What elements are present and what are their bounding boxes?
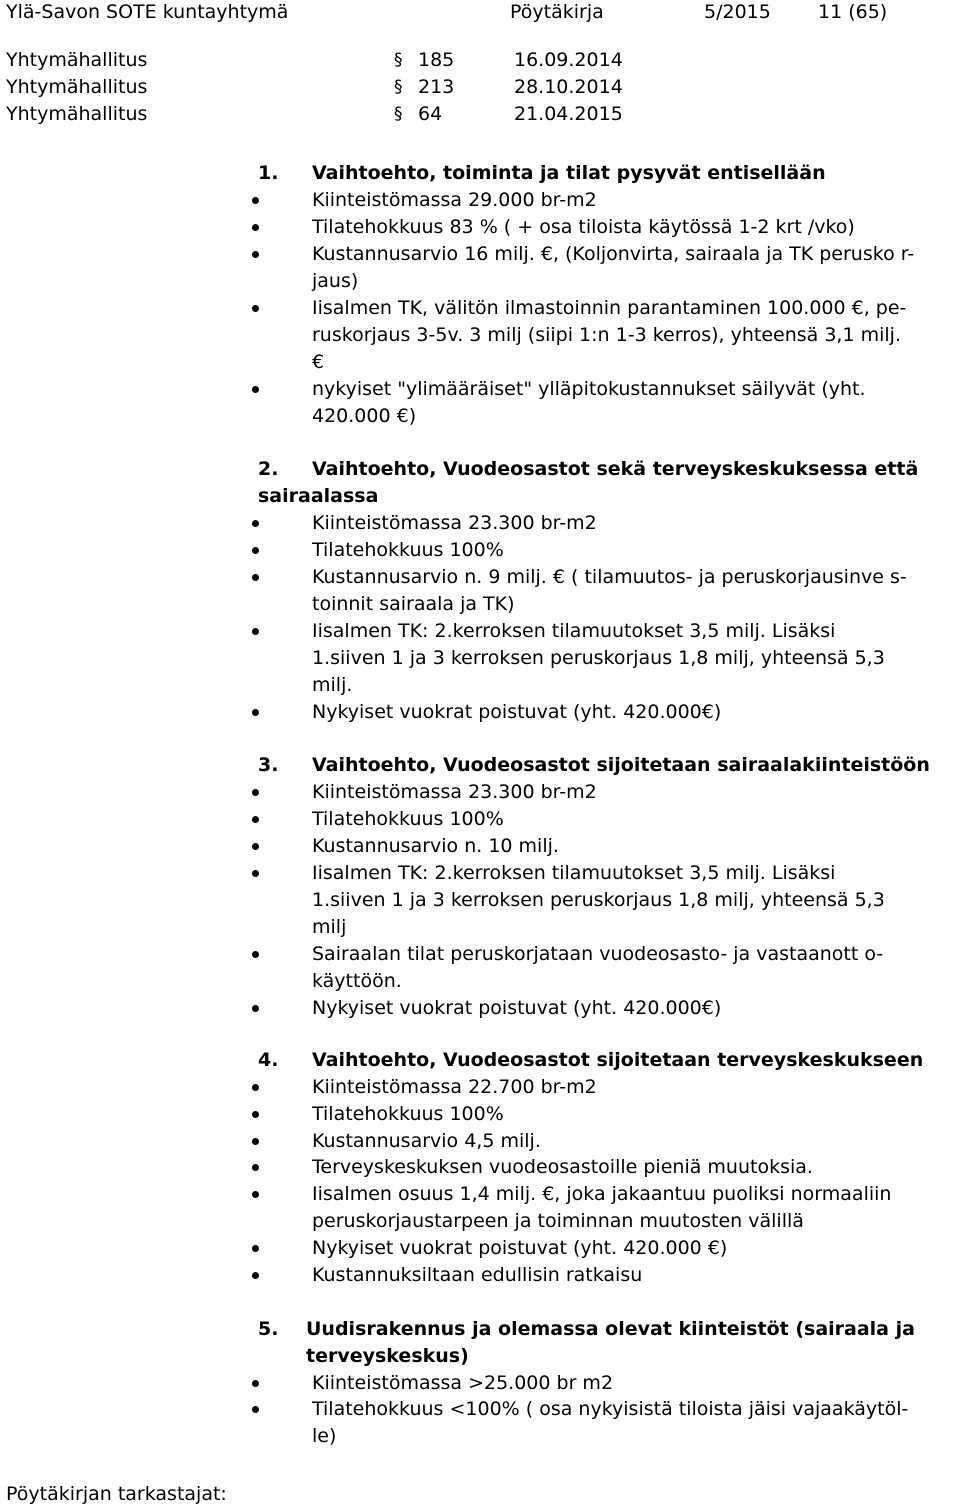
list-item-text: Iisalmen osuus 1,4 milj. €, joka jakaantuu puoliksi normaaliin [312,1183,892,1205]
list-item-text: Sairaalan tilat peruskorjataan vuodeosasto- ja vastaanott o- [312,943,884,965]
option-number: 4. [258,1049,279,1071]
list-item-text: toinnit sairaala ja TK) [312,593,515,615]
organization-name: Ylä-Savon SOTE kuntayhtymä [6,1,289,23]
list-item-text: Kustannuksiltaan edullisin ratkaisu [312,1264,643,1286]
bullet-icon [252,843,259,850]
section-mark-icon: § [394,104,403,124]
list-item-text: Kiinteistömassa 22.700 br-m2 [312,1076,597,1098]
bullet-icon [252,547,259,554]
list-item-text: 1.siiven 1 ja 3 kerroksen peruskorjaus 1,8 milj, yhteensä 5,3 [312,889,885,911]
list-item-text: Kiinteistömassa 23.300 br-m2 [312,512,597,534]
option-number: 5. [258,1318,279,1340]
option-5-heading [258,1316,915,1370]
page-number: 11 (65) [818,1,888,23]
list-item-text: Tilatehokkuus 83 % ( + osa tiloista käytössä 1-2 krt /vko) [312,216,855,238]
meta-date: 28.10.2014 [514,76,623,98]
option-4-heading [258,1047,923,1074]
list-item-text: peruskorjaustarpeen ja toiminnan muutosten välillä [312,1210,804,1232]
option-number: 3. [258,754,279,776]
list-item-text: le) [312,1425,337,1447]
list-item-text: Kiinteistömassa >25.000 br m2 [312,1372,614,1394]
bullet-icon [252,1272,259,1279]
bullet-icon [252,224,259,231]
bullet-icon [252,1111,259,1118]
bullet-icon [252,1406,259,1413]
bullet-icon [252,1138,259,1145]
option-title: Vaihtoehto, toiminta ja tilat pysyvät entisellään [312,162,826,184]
list-item-text: Kustannusarvio 4,5 milj. [312,1130,541,1152]
meta-number: 64 [418,103,443,125]
list-item-text: Kustannusarvio 16 milj. €, (Koljonvirta, sairaala ja TK perusko r- [312,243,915,265]
meta-number: 185 [418,49,455,71]
bullet-icon [252,951,259,958]
reviewers-label: Pöytäkirjan tarkastajat: [6,1483,227,1505]
option-title: Vaihtoehto, Vuodeosastot sijoitetaan sairaalakiinteistöön [312,754,930,776]
bullet-icon [252,1164,259,1171]
list-item-text: jaus) [312,270,359,292]
list-item-text: nykyiset "ylimääräiset" ylläpitokustannukset säilyvät (yht. [312,378,866,400]
bullet-icon [252,816,259,823]
list-item-text: käyttöön. [312,970,402,992]
option-title: Uudisrakennus ja olemassa olevat kiinteistöt (sairaala ja [306,1318,915,1340]
list-item-text: Kustannusarvio n. 10 milj. [312,835,559,857]
meta-date: 21.04.2015 [514,103,623,125]
option-1-heading [258,160,826,187]
list-item-text: Iisalmen TK: 2.kerroksen tilamuutokset 3,5 milj. Lisäksi [312,620,836,642]
list-item-text: Kiinteistömassa 23.300 br-m2 [312,781,597,803]
list-item-text: 420.000 €) [312,405,417,427]
meta-body: Yhtymähallitus [6,49,148,71]
list-item-text: Kustannusarvio n. 9 milj. € ( tilamuutos- ja peruskorjausinve s- [312,566,907,588]
list-item-text: milj. [312,674,353,696]
bullet-icon [252,789,259,796]
bullet-icon [252,1191,259,1198]
list-item-text: Nykyiset vuokrat poistuvat (yht. 420.000€) [312,997,722,1019]
list-item-text: Nykyiset vuokrat poistuvat (yht. 420.000 €) [312,1237,728,1259]
section-mark-icon: § [394,77,403,97]
list-item-text: Iisalmen TK: 2.kerroksen tilamuutokset 3,5 milj. Lisäksi [312,862,836,884]
bullet-icon [252,1005,259,1012]
option-2-heading [258,456,918,510]
bullet-icon [252,1380,259,1387]
meta-date: 16.09.2014 [514,49,623,71]
section-mark-icon: § [394,50,403,70]
bullet-icon [252,520,259,527]
option-title-continued: sairaalassa [258,485,379,507]
meta-body: Yhtymähallitus [6,103,148,125]
meta-number: 213 [418,76,455,98]
list-item-text: € [312,351,325,373]
bullet-icon [252,1245,259,1252]
list-item-text: Tilatehokkuus <100% ( osa nykyisistä tiloista jäisi vajaakäytöl- [312,1398,909,1420]
bullet-icon [252,197,259,204]
list-item-text: Nykyiset vuokrat poistuvat (yht. 420.000€) [312,701,722,723]
option-title-continued: terveyskeskus) [306,1345,469,1367]
bullet-icon [252,1084,259,1091]
option-title: Vaihtoehto, Vuodeosastot sijoitetaan terveyskeskukseen [312,1049,924,1071]
list-item-text: Tilatehokkuus 100% [312,539,504,561]
bullet-icon [252,574,259,581]
list-item-text: ruskorjaus 3-5v. 3 milj (siipi 1:n 1-3 kerros), yhteensä 3,1 milj. [312,324,901,346]
bullet-icon [252,251,259,258]
option-title: Vaihtoehto, Vuodeosastot sekä terveyskeskuksessa että [312,458,919,480]
list-item-text: Tilatehokkuus 100% [312,808,504,830]
option-number: 2. [258,458,279,480]
meta-body: Yhtymähallitus [6,76,148,98]
list-item-text: Kiinteistömassa 29.000 br-m2 [312,189,597,211]
bullet-icon [252,628,259,635]
list-item-text: Terveyskeskuksen vuodeosastoille pieniä muutoksia. [312,1156,813,1178]
list-item-text: milj [312,916,347,938]
document-type: Pöytäkirja [510,1,604,23]
option-3-heading [258,752,930,779]
list-item-text: Iisalmen TK, välitön ilmastoinnin parantaminen 100.000 €, pe- [312,297,907,319]
bullet-icon [252,709,259,716]
bullet-icon [252,386,259,393]
bullet-icon [252,870,259,877]
list-item-text: 1.siiven 1 ja 3 kerroksen peruskorjaus 1,8 milj, yhteensä 5,3 [312,647,885,669]
list-item-text: Tilatehokkuus 100% [312,1103,504,1125]
bullet-icon [252,305,259,312]
document-number: 5/2015 [704,1,771,23]
option-number: 1. [258,162,279,184]
